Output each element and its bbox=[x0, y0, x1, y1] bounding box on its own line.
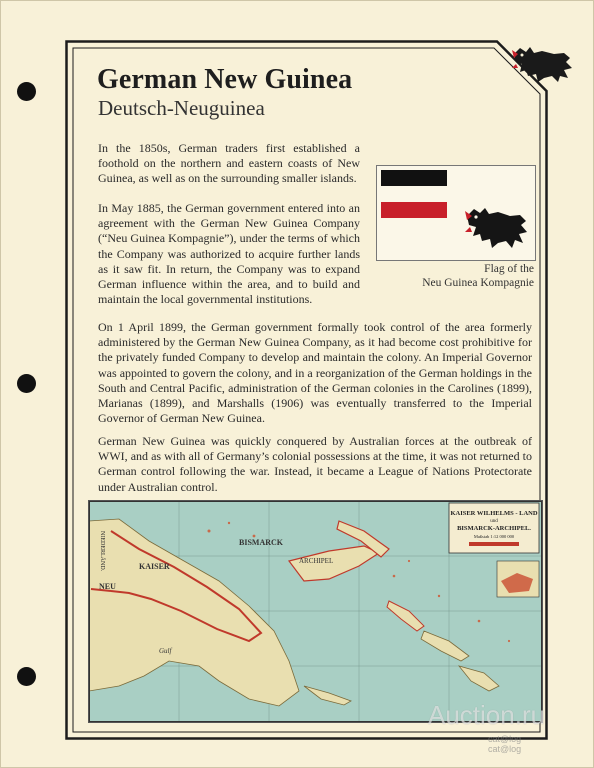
binder-hole bbox=[17, 667, 36, 686]
svg-text:BISMARCK-ARCHIPEL.: BISMARCK-ARCHIPEL. bbox=[457, 525, 531, 532]
page-subtitle: Deutsch-Neuguinea bbox=[98, 96, 265, 120]
map-label-kaiser: KAISER bbox=[139, 562, 170, 571]
svg-text:und: und bbox=[490, 519, 498, 524]
flag-caption: Flag of the Neu Guinea Kompagnie bbox=[422, 263, 534, 289]
lion-crest-icon bbox=[508, 44, 578, 86]
watermark-sub: cat@log cat@log bbox=[488, 734, 522, 754]
binder-hole bbox=[17, 374, 36, 393]
map-label-archipel: ARCHIPEL bbox=[299, 557, 334, 565]
company-flag bbox=[381, 170, 447, 218]
historical-map bbox=[88, 500, 543, 723]
paragraph-wwi: German New Guinea was quickly conquered by Australian forces at the outbreak of WWI, and as with all of Germany’s colonial possessions at the time, it was not returned to German control following the war. Instead, it became a League of Nations Protectorate under Australian control. bbox=[98, 434, 532, 494]
map-label-neu: NEU bbox=[99, 582, 116, 591]
paragraph-annexation: On 1 April 1899, the German government formally took control of the area formerly administered by the German New Guinea Company, as it had become cost prohibitive for the privately funded Company to develop and maintain the colony. An Imperial Governor was appointed to govern the colony, and in a reorganization of the German holdings in the South and Central Pacific, administration of the German colonies in the Carolines (1899), Marianas (1899), and Marshalls (1906) was eventually transferred to the Imperial Governor of German New Guinea. bbox=[98, 320, 532, 426]
page-title: German New Guinea bbox=[97, 64, 353, 95]
map-inset-title: KAISER WILHELMS - LAND bbox=[450, 510, 538, 517]
svg-text:Maßstab 1:12 000 000: Maßstab 1:12 000 000 bbox=[473, 534, 515, 539]
flag-mount bbox=[376, 165, 536, 261]
lion-flag-icon bbox=[461, 204, 533, 252]
binder-hole bbox=[17, 82, 36, 101]
map-label-gulf: Gulf bbox=[159, 647, 172, 655]
map-label-nieder: NIEDERLÄND. bbox=[99, 531, 105, 572]
watermark: Auction.ru bbox=[428, 700, 546, 730]
map-label-bismarck: BISMARCK bbox=[239, 538, 284, 547]
paragraph-intro: In the 1850s, German traders first established a foothold on the northern and eastern coasts of New Guinea, as well as on the surrounding smaller islands. bbox=[98, 141, 360, 186]
paragraph-company: In May 1885, the German government entered into an agreement with the German New Guinea Company (“Neu Guinea Kompagnie”), under the terms of which the Company was authorized to acquire further lands as it saw fit. In return, the Company was to expand German influence within the area, and to build and maintain the local governmental institutions. bbox=[98, 201, 360, 307]
